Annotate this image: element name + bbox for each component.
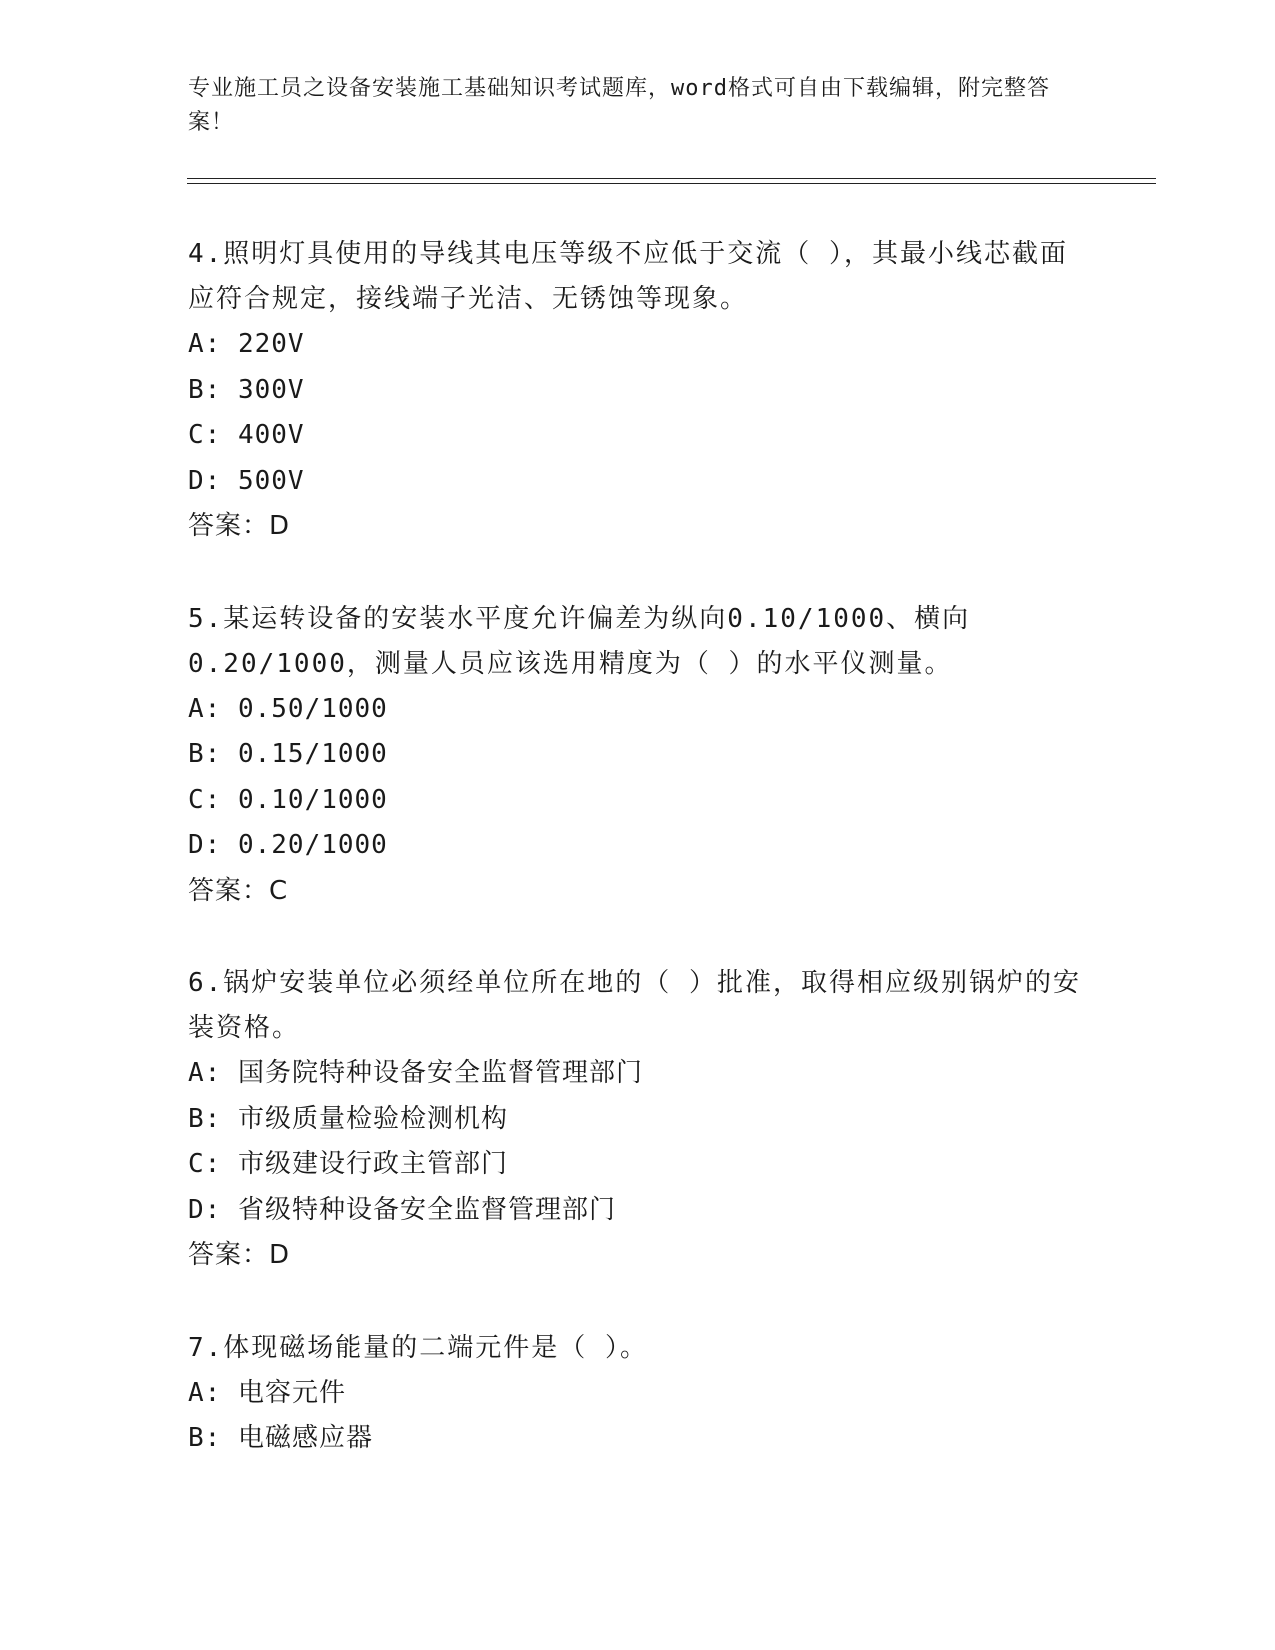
option-d: D: 省级特种设备安全监督管理部门 bbox=[188, 1194, 616, 1225]
option-c: C: 市级建设行政主管部门 bbox=[188, 1149, 508, 1179]
option-a: A: 0.50/1000 bbox=[188, 693, 388, 724]
answer-line: 答案：C bbox=[188, 875, 289, 906]
option-c: C: 0.10/1000 bbox=[188, 784, 388, 815]
option-a: A: 220V bbox=[188, 329, 305, 359]
question-text: 5.某运转设备的安装水平度允许偏差为纵向0.10/1000、横向0.20/1000，测量人员应该选用精度为（ ）的水平仪测量。 bbox=[188, 603, 971, 679]
question-text: 7.体现磁场能量的二端元件是（ ）。 bbox=[188, 1332, 648, 1363]
header-divider-top bbox=[187, 178, 1156, 179]
question-text: 4.照明灯具使用的导线其电压等级不应低于交流（ ），其最小线芯截面应符合规定，接线端子光洁、无锈蚀等现象。 bbox=[188, 239, 1068, 314]
option-a: A: 国务院特种设备安全监督管理部门 bbox=[188, 1058, 643, 1088]
question-list bbox=[188, 232, 1088, 1509]
option-d: D: 500V bbox=[188, 465, 305, 496]
question-7 bbox=[188, 1326, 1088, 1462]
question-5 bbox=[188, 597, 1088, 915]
option-b: B: 电磁感应器 bbox=[188, 1423, 373, 1453]
option-b: B: 300V bbox=[188, 374, 305, 405]
option-b: B: 市级质量检验检测机构 bbox=[188, 1103, 508, 1134]
option-b: B: 0.15/1000 bbox=[188, 739, 388, 769]
question-text: 6.锅炉安装单位必须经单位所在地的（ ）批准，取得相应级别锅炉的安装资格。 bbox=[188, 968, 1081, 1043]
document-header: 专业施工员之设备安装施工基础知识考试题库，word格式可自由下载编辑，附完整答案！ bbox=[188, 76, 1050, 135]
option-d: D: 0.20/1000 bbox=[188, 830, 388, 860]
option-a: A: 电容元件 bbox=[188, 1377, 346, 1408]
answer-line: 答案：D bbox=[188, 1240, 291, 1270]
option-c: C: 400V bbox=[188, 420, 305, 450]
answer-line: 答案：D bbox=[188, 511, 291, 541]
question-4 bbox=[188, 232, 1088, 550]
header-divider-bottom bbox=[187, 183, 1156, 184]
question-6 bbox=[188, 961, 1088, 1279]
